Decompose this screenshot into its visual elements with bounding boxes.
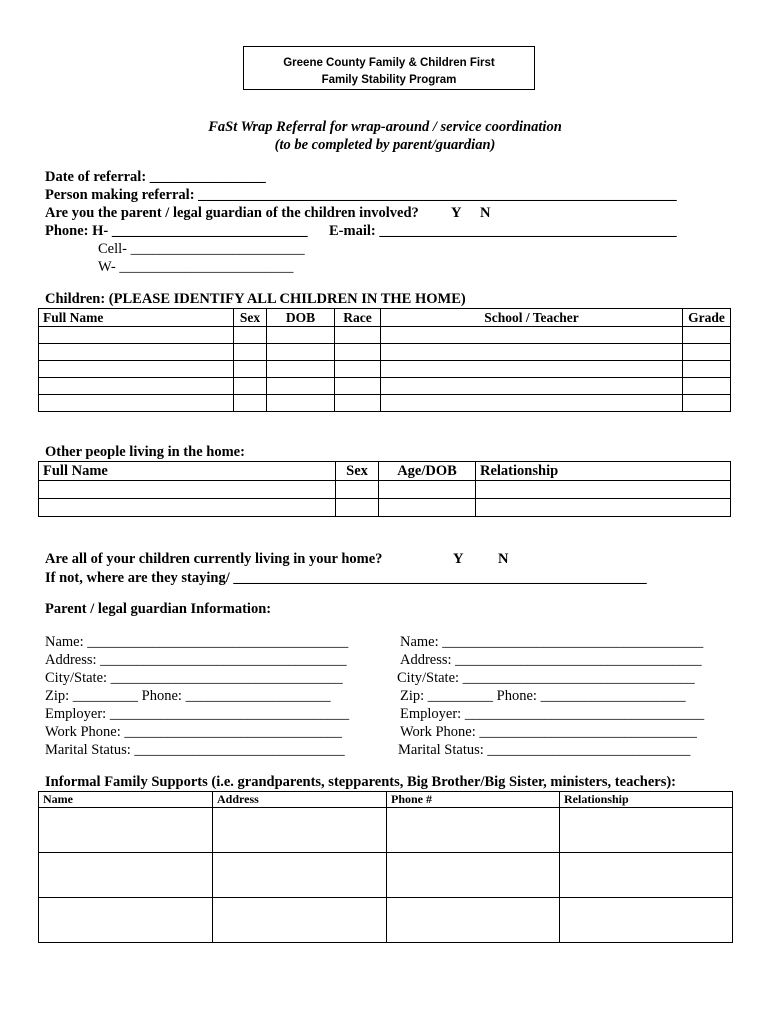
table-cell[interactable] [379, 499, 476, 517]
parent2-marital-status-field[interactable]: Marital Status: ____________________________ [398, 742, 691, 758]
table-cell[interactable] [234, 361, 267, 378]
children-heading: Children: (PLEASE IDENTIFY ALL CHILDREN IN THE HOME) [45, 291, 466, 307]
supports-header-row [39, 792, 733, 808]
form-subtitle: (to be completed by parent/guardian) [274, 137, 496, 153]
col-race: Race [335, 309, 381, 327]
table-cell[interactable] [381, 361, 683, 378]
parent1-zip-phone-field[interactable]: Zip: _________ Phone: ____________________ [45, 688, 331, 704]
guardian-no-option[interactable]: N [480, 205, 491, 221]
col-full-name: Full Name [39, 309, 234, 327]
table-row [39, 499, 731, 517]
table-cell[interactable] [381, 378, 683, 395]
informal-supports-table [38, 791, 733, 943]
children-header-row [39, 309, 731, 327]
table-row [39, 395, 731, 412]
table-cell[interactable] [560, 898, 733, 943]
table-cell[interactable] [683, 327, 731, 344]
table-cell[interactable] [381, 327, 683, 344]
table-cell[interactable] [39, 327, 234, 344]
table-cell[interactable] [335, 395, 381, 412]
table-cell[interactable] [560, 853, 733, 898]
col-relationship: Relationship [560, 792, 733, 808]
table-cell[interactable] [387, 808, 560, 853]
table-cell[interactable] [683, 344, 731, 361]
cell-phone-field[interactable]: Cell- ________________________ [98, 241, 305, 257]
date-of-referral-field[interactable]: Date of referral: ________________ [45, 169, 266, 185]
table-cell[interactable] [335, 361, 381, 378]
col-sex: Sex [336, 462, 379, 481]
work-phone-field[interactable]: W- ________________________ [98, 259, 294, 275]
table-cell[interactable] [234, 344, 267, 361]
table-row [39, 481, 731, 499]
parent-info-heading: Parent / legal guardian Information: [45, 601, 272, 617]
col-address: Address [213, 792, 387, 808]
col-relationship: Relationship [476, 462, 731, 481]
table-cell[interactable] [335, 378, 381, 395]
table-row [39, 808, 733, 853]
parent1-city-state-field[interactable]: City/State: ________________________________ [45, 670, 343, 686]
table-row [39, 361, 731, 378]
col-grade: Grade [683, 309, 731, 327]
table-cell[interactable] [683, 395, 731, 412]
table-cell[interactable] [476, 499, 731, 517]
living-no-option[interactable]: N [498, 551, 509, 567]
where-staying-field[interactable]: If not, where are they staying/ _________________________________________________________ [45, 570, 647, 586]
program-name: Family Stability Program [321, 74, 457, 86]
table-cell[interactable] [267, 361, 335, 378]
table-row [39, 853, 733, 898]
table-cell[interactable] [39, 898, 213, 943]
table-cell[interactable] [39, 378, 234, 395]
table-cell[interactable] [39, 499, 336, 517]
col-age-dob: Age/DOB [379, 462, 476, 481]
other-people-table [38, 461, 731, 517]
other-people-heading: Other people living in the home: [45, 444, 245, 460]
col-name: Name [39, 792, 213, 808]
parent2-name-field[interactable]: Name: ____________________________________ [400, 634, 704, 650]
table-cell[interactable] [267, 378, 335, 395]
table-cell[interactable] [476, 481, 731, 499]
children-living-question: Are all of your children currently living in your home? [45, 551, 383, 567]
table-cell[interactable] [234, 327, 267, 344]
col-sex: Sex [234, 309, 267, 327]
table-cell[interactable] [234, 378, 267, 395]
program-header-box [243, 46, 535, 90]
guardian-yes-option[interactable]: Y [451, 205, 462, 221]
col-full-name: Full Name [39, 462, 336, 481]
parent2-address-field[interactable]: Address: __________________________________ [400, 652, 702, 668]
table-cell[interactable] [335, 344, 381, 361]
table-cell[interactable] [560, 808, 733, 853]
table-cell[interactable] [39, 395, 234, 412]
table-cell[interactable] [683, 361, 731, 378]
table-cell[interactable] [336, 499, 379, 517]
parent2-employer-field[interactable]: Employer: _________________________________ [400, 706, 705, 722]
other-people-header-row [39, 462, 731, 481]
table-cell[interactable] [39, 344, 234, 361]
col-school-teacher: School / Teacher [381, 309, 683, 327]
email-field[interactable]: E-mail: _________________________________________ [329, 223, 677, 239]
table-cell[interactable] [267, 327, 335, 344]
parent1-work-phone-field[interactable]: Work Phone: ______________________________ [45, 724, 342, 740]
table-cell[interactable] [39, 361, 234, 378]
guardian-question: Are you the parent / legal guardian of the children involved? [45, 205, 419, 221]
table-row [39, 344, 731, 361]
table-cell[interactable] [213, 853, 387, 898]
table-cell[interactable] [683, 378, 731, 395]
table-cell[interactable] [213, 898, 387, 943]
informal-supports-heading: Informal Family Supports (i.e. grandparents, stepparents, Big Brother/Big Sister, ministers, teachers): [45, 774, 676, 790]
table-cell[interactable] [39, 808, 213, 853]
table-row [39, 327, 731, 344]
table-cell[interactable] [387, 853, 560, 898]
parent2-work-phone-field[interactable]: Work Phone: ______________________________ [400, 724, 697, 740]
parent1-address-field[interactable]: Address: __________________________________ [45, 652, 347, 668]
table-cell[interactable] [387, 898, 560, 943]
parent1-marital-status-field[interactable]: Marital Status: _____________________________ [45, 742, 345, 758]
table-cell[interactable] [267, 344, 335, 361]
table-cell[interactable] [39, 853, 213, 898]
table-cell[interactable] [234, 395, 267, 412]
living-yes-option[interactable]: Y [453, 551, 464, 567]
table-cell[interactable] [213, 808, 387, 853]
table-row [39, 378, 731, 395]
table-cell[interactable] [335, 327, 381, 344]
form-title: FaSt Wrap Referral for wrap-around / service coordination [208, 119, 562, 135]
col-phone: Phone # [387, 792, 560, 808]
table-cell[interactable] [379, 481, 476, 499]
table-cell[interactable] [381, 344, 683, 361]
col-dob: DOB [267, 309, 335, 327]
table-cell[interactable] [336, 481, 379, 499]
person-making-referral-field[interactable]: Person making referral: __________________________________________________________________ [45, 187, 677, 203]
parent2-zip-phone-field[interactable]: Zip: _________ Phone: ____________________ [400, 688, 686, 704]
table-row [39, 898, 733, 943]
table-cell[interactable] [267, 395, 335, 412]
parent2-city-state-field[interactable]: City/State: ________________________________ [397, 670, 695, 686]
children-table [38, 308, 731, 412]
home-phone-field[interactable]: Phone: H- ___________________________ [45, 223, 308, 239]
parent1-name-field[interactable]: Name: ____________________________________ [45, 634, 349, 650]
organization-name: Greene County Family & Children First [283, 57, 495, 69]
table-cell[interactable] [39, 481, 336, 499]
parent1-employer-field[interactable]: Employer: _________________________________ [45, 706, 350, 722]
table-cell[interactable] [381, 395, 683, 412]
